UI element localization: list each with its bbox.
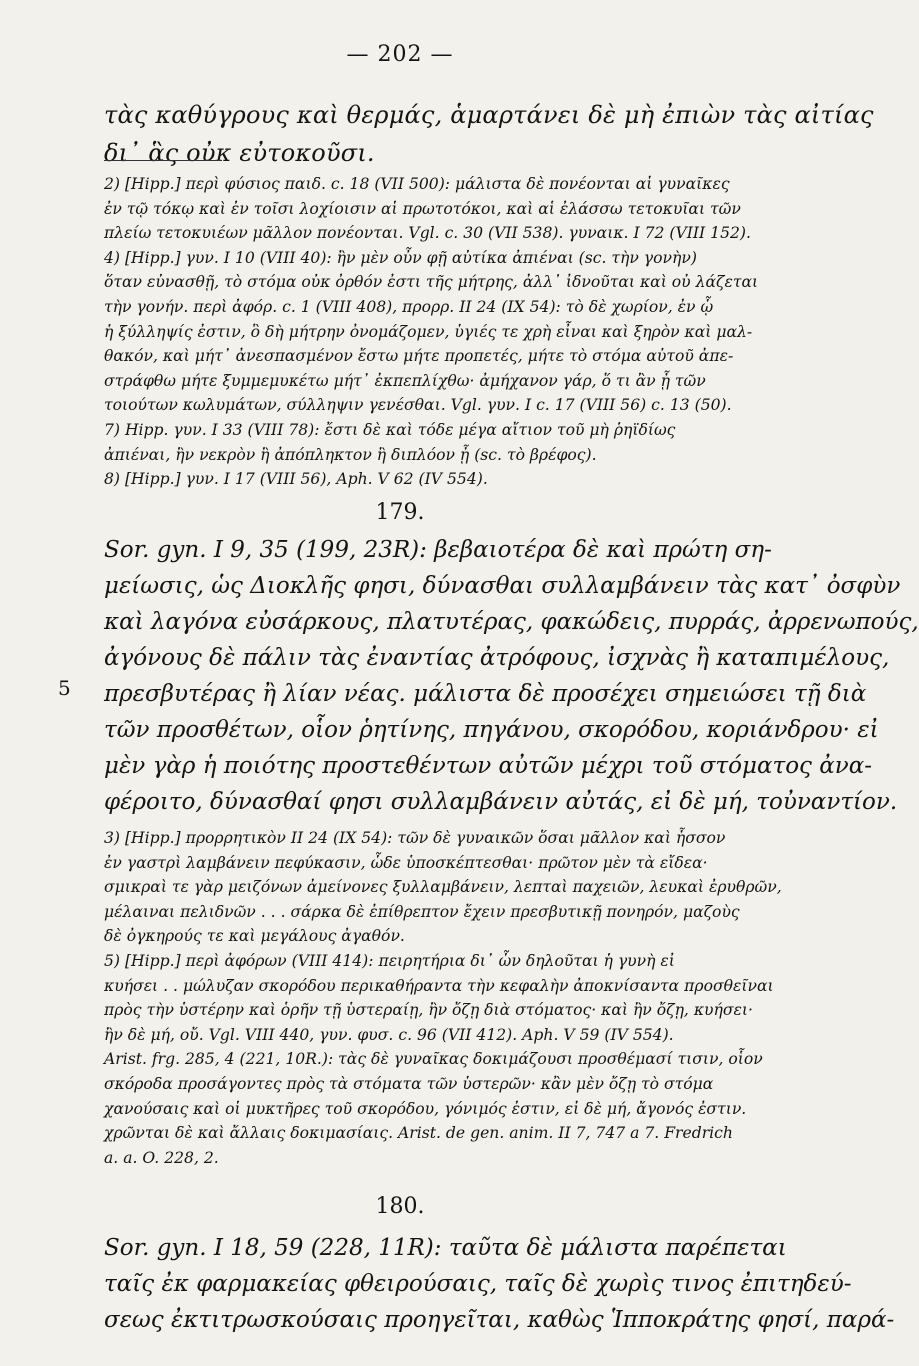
note-line: 7) Hipp. γυν. I 33 (VIII 78): ἔστι δὲ καὶ τόδε μέγα αἴτιον τοῦ μὴ ῥηϊδίως bbox=[104, 420, 676, 439]
section-number-179: 179. bbox=[375, 500, 425, 525]
text-line: Sor. gyn. I 18, 59 (228, 11R): ταῦτα δὲ μάλιστα παρέπεται bbox=[104, 1235, 787, 1261]
line-number: 5 bbox=[58, 676, 71, 700]
text-line: καὶ λαγόνα εὐσάρκους, πλατυτέρας, φακώδεις, πυρράς, ἀρρενωπούς, bbox=[104, 609, 919, 635]
main-text-180 bbox=[104, 1230, 895, 1338]
note-line: ἐν γαστρὶ λαμβάνειν πεφύκασιν, ὧδε ὑποσκέπτεσθαι· πρῶτον μὲν τὰ εἴδεα· bbox=[104, 853, 708, 872]
text-line: τῶν προσθέτων, οἷον ῥητίνης, πηγάνου, σκορόδου, κοριάνδρου· εἰ bbox=[104, 717, 879, 743]
note-line: 3) [Hipp.] προρρητικὸν II 24 (IX 54): τῶν δὲ γυναικῶν ὅσαι μᾶλλον καὶ ἧσσον bbox=[104, 829, 726, 847]
note-line: 4) [Hipp.] γυν. I 10 (VIII 40): ἢν μὲν οὖν φῇ αὐτίκα ἀπιέναι (sc. τὴν γονὴν) bbox=[104, 248, 697, 267]
text-line: μείωσις, ὡς Διοκλῆς φησι, δύνασθαι συλλαμβάνειν τὰς κατ᾿ ὀσφὺν bbox=[104, 573, 901, 599]
text-line: ταῖς ἐκ φαρμακείας φθειρούσαις, ταῖς δὲ χωρὶς τινος ἐπιτηδεύ- bbox=[104, 1271, 852, 1297]
note-line: Arist. frg. 285, 4 (221, 10R.): τὰς δὲ γυναῖκας δοκιμάζουσι προσθέμασί τισιν, οἷον bbox=[104, 1050, 763, 1069]
note-line: χρῶνται δὲ καὶ ἄλλαις δοκιμασίαις. Arist. de gen. anim. II 7, 747 a 7. Fredrich bbox=[104, 1124, 733, 1143]
text-line: σεως ἐκτιτρωσκούσαις προηγεῖται, καθὼς Ἱπποκράτης φησί, παρά- bbox=[104, 1307, 895, 1333]
section-number-180: 180. bbox=[375, 1194, 425, 1219]
note-line: ἡ ξύλληψίς ἐστιν, ὃ δὴ μήτρην ὀνομάζομεν, ὑγιές τε χρὴ εἶναι καὶ ξηρὸν καὶ μαλ- bbox=[104, 322, 753, 341]
footnote-rule bbox=[104, 160, 222, 161]
note-line: 8) [Hipp.] γυν. I 17 (VIII 56), Aph. V 62 (IV 554). bbox=[104, 470, 488, 489]
note-line: δὲ ὀγκηρούς τε καὶ μεγάλους ἀγαθόν. bbox=[104, 927, 405, 946]
note-line: ἀπιέναι, ἢν νεκρὸν ἢ ἀπόπληκτον ἢ διπλόον ᾖ (sc. τὸ βρέφος). bbox=[104, 445, 597, 464]
note-line: μέλαιναι πελιδνῶν . . . σάρκα δὲ ἐπίθρεπτον ἔχειν πρεσβυτικῇ πονηρόν, μαζοὺς bbox=[104, 902, 740, 921]
note-line: χανούσαις καὶ οἱ μυκτῆρες τοῦ σκορόδου, γόνιμός ἐστιν, εἰ δὲ μή, ἄγονός ἐστιν. bbox=[104, 1099, 747, 1118]
text-line: ἀγόνους δὲ πάλιν τὰς ἐναντίας ἀτρόφους, ἰσχνὰς ἢ καταπιμέλους, bbox=[104, 645, 890, 671]
page-number: — 202 — bbox=[346, 42, 454, 67]
text-line: Sor. gyn. I 9, 35 (199, 23R): βεβαιοτέρα δὲ καὶ πρώτη ση- bbox=[104, 537, 772, 563]
note-line: ὅταν εὐνασθῇ, τὸ στόμα οὐκ ὀρθόν ἐστι τῆς μήτρης, ἀλλ᾿ ἰδνοῦται καὶ οὐ λάζεται bbox=[104, 273, 759, 292]
note-line: πλείω τετοκυιέων μᾶλλον πονέονται. Vgl. c. 30 (VII 538). γυναικ. I 72 (VIII 152). bbox=[104, 224, 751, 243]
main-text-179 bbox=[104, 532, 919, 820]
text-line: τὰς καθύγρους καὶ θερμάς, ἁμαρτάνει δὲ μὴ ἐπιὼν τὰς αἰτίας bbox=[104, 101, 874, 129]
note-line: ἐν τῷ τόκῳ καὶ ἐν τοῖσι λοχίοισιν αἱ πρωτοτόκοι, καὶ αἱ ἐλάσσω τετοκυῖαι τῶν bbox=[104, 199, 741, 218]
note-line: τὴν γονήν. περὶ ἀφόρ. c. 1 (VIII 408), προρρ. II 24 (IX 54): τὸ δὲ χωρίον, ἐν ᾧ bbox=[104, 297, 714, 316]
footnotes-179 bbox=[104, 826, 782, 1170]
note-line: θακόν, καὶ μήτ᾿ ἀνεσπασμένον ἔστω μήτε προπετές, μήτε τὸ στόμα αὐτοῦ ἀπε- bbox=[104, 347, 734, 366]
footnotes-top bbox=[104, 172, 774, 492]
text-line: μὲν γὰρ ἡ ποιότης προστεθέντων αὐτῶν μέχρι τοῦ στόματος ἀνα- bbox=[104, 753, 873, 779]
text-line: δι᾿ ἃς οὐκ εὐτοκοῦσι. bbox=[104, 139, 375, 167]
note-line: 5) [Hipp.] περὶ ἀφόρων (VIII 414): πειρητήρια δι᾿ ὧν δηλοῦται ἡ γυνὴ εἰ bbox=[104, 951, 675, 970]
note-line: σκόροδα προσάγοντες πρὸς τὰ στόματα τῶν ὑστερῶν· κἂν μὲν ὄζῃ τὸ στόμα bbox=[104, 1074, 714, 1093]
note-line: a. a. O. 228, 2. bbox=[104, 1148, 219, 1167]
note-line: τοιούτων κωλυμάτων, σύλληψιν γενέσθαι. Vgl. γυν. I c. 17 (VIII 56) c. 13 (50). bbox=[104, 396, 732, 415]
note-line: ἢν δὲ μή, οὔ. Vgl. VIII 440, γυν. φυσ. c. 96 (VII 412). Aph. V 59 (IV 554). bbox=[104, 1025, 674, 1044]
note-line: κυήσει . . μώλυζαν σκορόδου περικαθήραντα τὴν κεφαλὴν ἀποκνίσαντα προσθεῖναι bbox=[104, 976, 774, 995]
note-line: στράφθω μήτε ξυμμεμυκέτω μήτ᾿ ἐκπεπλίχθω· ἀμήχανον γάρ, ὅ τι ἂν ᾖ τῶν bbox=[104, 371, 706, 390]
text-line: πρεσβυτέρας ἢ λίαν νέας. μάλιστα δὲ προσέχει σημειώσει τῇ διὰ bbox=[104, 681, 867, 707]
note-line: 2) [Hipp.] περὶ φύσιος παιδ. c. 18 (VII 500): μάλιστα δὲ πονέονται αἱ γυναῖκες bbox=[104, 175, 730, 193]
note-line: πρὸς τὴν ὑστέρην καὶ ὁρῆν τῇ ὑστεραίῃ, ἢν ὄζῃ διὰ στόματος· καὶ ἢν ὄζῃ, κυήσει· bbox=[104, 1001, 753, 1020]
text-line: φέροιτο, δύνασθαί φησι συλλαμβάνειν αὐτάς, εἰ δὲ μή, τοὐναντίον. bbox=[104, 789, 898, 815]
note-line: σμικραὶ τε γὰρ μειζόνων ἀμείνονες ξυλλαμβάνειν, λεπταὶ παχειῶν, λευκαὶ ἐρυθρῶν, bbox=[104, 878, 782, 897]
